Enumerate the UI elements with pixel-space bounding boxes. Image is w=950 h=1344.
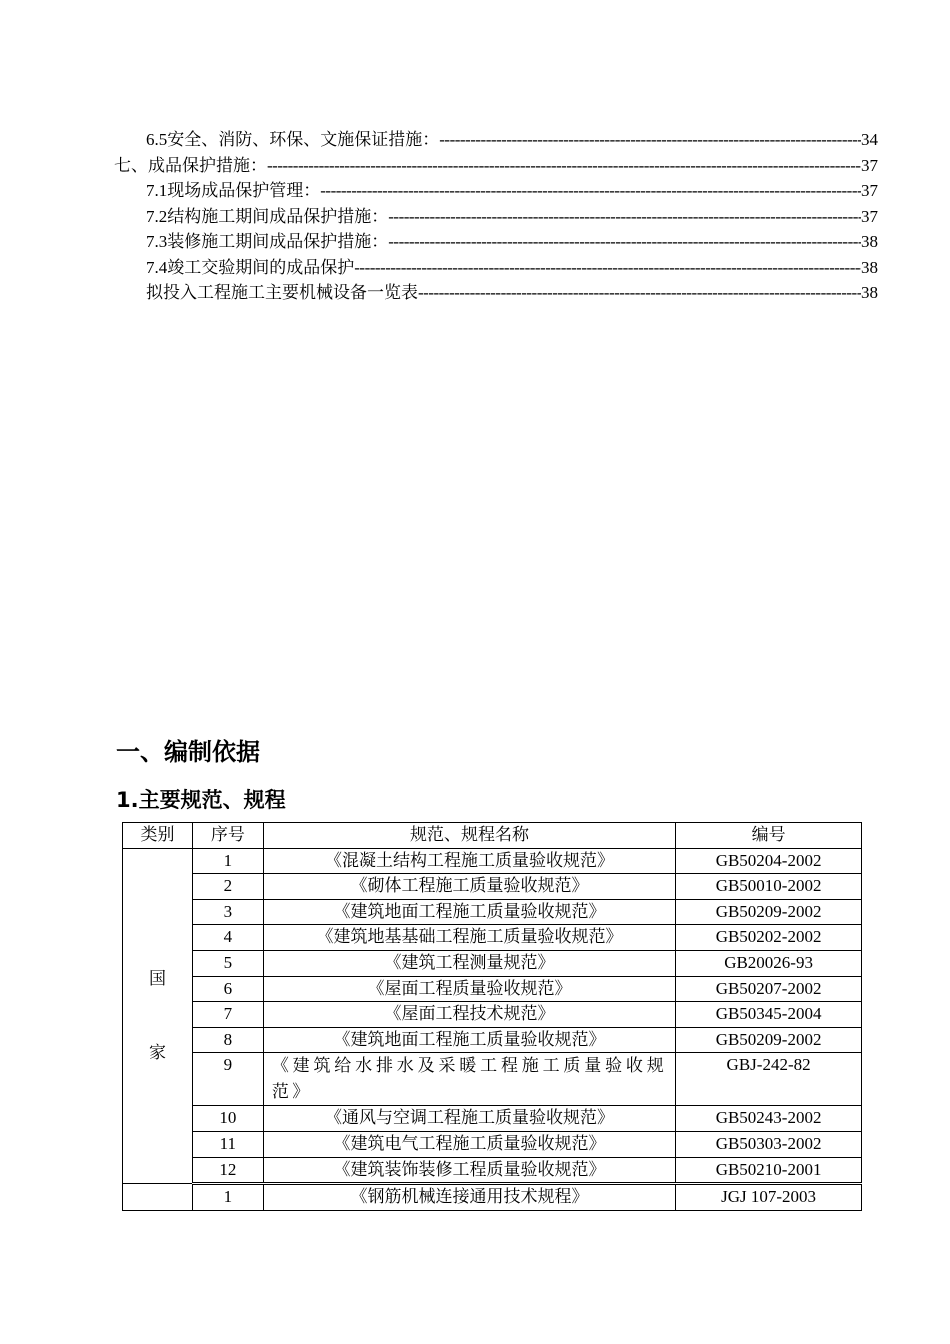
- table-row: [123, 874, 862, 900]
- row-code: GB50207-2002: [676, 976, 862, 1002]
- row-number: 4: [192, 925, 263, 951]
- toc-leader-dots: [439, 130, 861, 150]
- toc-entry[interactable]: [114, 202, 878, 228]
- row-name: 《建筑给水排水及采暖工程施工质量验收规范》: [263, 1053, 675, 1106]
- column-header-code: 编号: [676, 823, 862, 849]
- table-row: [123, 925, 862, 951]
- row-name: 《混凝土结构工程施工质量验收规范》: [263, 848, 675, 874]
- column-header-category: 类别: [123, 823, 193, 849]
- table-row: [123, 1053, 862, 1106]
- toc-entry[interactable]: [114, 151, 878, 177]
- table-row: [123, 848, 862, 874]
- row-number: 1: [192, 848, 263, 874]
- table-row: [123, 1131, 862, 1157]
- row-name: 《建筑地面工程施工质量验收规范》: [263, 1027, 675, 1053]
- table-row: [123, 1106, 862, 1132]
- toc-entry-page: 37: [861, 155, 878, 175]
- toc-entry-label: 7.3装修施工期间成品保护措施：: [146, 232, 389, 251]
- table-row: [123, 899, 862, 925]
- row-number: 6: [192, 976, 263, 1002]
- category-cell: [123, 848, 193, 1184]
- row-name: 《建筑地基基础工程施工质量验收规范》: [263, 925, 675, 951]
- row-code: GB50345-2004: [676, 1002, 862, 1028]
- table-of-contents: [114, 125, 878, 304]
- row-code: GB50243-2002: [676, 1106, 862, 1132]
- table-row: [123, 976, 862, 1002]
- column-header-number: 序号: [192, 823, 263, 849]
- row-name: 《建筑地面工程施工质量验收规范》: [263, 899, 675, 925]
- table-row: [123, 1184, 862, 1211]
- toc-entry[interactable]: [114, 278, 878, 304]
- row-name: 《建筑工程测量规范》: [263, 950, 675, 976]
- row-name: 《建筑装饰装修工程质量验收规范》: [263, 1157, 675, 1184]
- toc-entry[interactable]: [114, 125, 878, 151]
- row-name: 《钢筋机械连接通用技术规程》: [263, 1184, 675, 1211]
- toc-leader-dots: [388, 207, 861, 227]
- row-code: JGJ 107-2003: [676, 1184, 862, 1211]
- toc-leader-dots: [354, 258, 861, 278]
- toc-entry-page: 34: [861, 130, 878, 149]
- row-code: GB50209-2002: [676, 899, 862, 925]
- row-name: 《屋面工程技术规范》: [263, 1002, 675, 1028]
- toc-entry-label: 6.5安全、消防、环保、文施保证措施：: [146, 130, 440, 149]
- table-row: [123, 1002, 862, 1028]
- row-code: GB50204-2002: [676, 848, 862, 874]
- row-code: GB20026-93: [676, 950, 862, 976]
- table-row: [123, 1027, 862, 1053]
- row-code: GB50202-2002: [676, 925, 862, 951]
- toc-entry[interactable]: [114, 227, 878, 253]
- toc-entry[interactable]: [114, 176, 878, 202]
- toc-leader-dots: [267, 156, 861, 176]
- toc-entry-label: 7.4竣工交验期间的成品保护: [146, 257, 355, 277]
- category-char: 家: [148, 1042, 166, 1062]
- subsection-heading: 1.主要规范、规程: [116, 788, 286, 812]
- row-number: 11: [192, 1131, 263, 1157]
- row-name: 《屋面工程质量验收规范》: [263, 976, 675, 1002]
- toc-leader-dots: [418, 283, 861, 303]
- standards-table: [122, 822, 862, 1211]
- category-char: 国: [148, 968, 166, 988]
- toc-leader-dots: [388, 232, 861, 252]
- row-number: 7: [192, 1002, 263, 1028]
- toc-entry-label: 7.2结构施工期间成品保护措施：: [146, 206, 389, 226]
- toc-entry-label: 7.1现场成品保护管理：: [146, 181, 321, 200]
- table-header-row: [123, 823, 862, 849]
- section-heading: 一、编制依据: [116, 738, 260, 766]
- category-cell: [123, 1184, 193, 1211]
- row-code: GBJ-242-82: [676, 1053, 862, 1106]
- row-name: 《建筑电气工程施工质量验收规范》: [263, 1131, 675, 1157]
- row-code: GB50210-2001: [676, 1157, 862, 1184]
- row-code: GB50303-2002: [676, 1131, 862, 1157]
- row-number: 3: [192, 899, 263, 925]
- row-number: 5: [192, 950, 263, 976]
- toc-entry[interactable]: [114, 253, 878, 279]
- toc-entry-page: 37: [861, 181, 878, 200]
- column-header-name: 规范、规程名称: [263, 823, 675, 849]
- toc-entry-page: 37: [861, 206, 878, 226]
- toc-leader-dots: [320, 181, 861, 201]
- row-code: GB50209-2002: [676, 1027, 862, 1053]
- row-number: 9: [192, 1053, 263, 1106]
- toc-entry-label: 七、成品保护措施：: [114, 155, 267, 175]
- row-number: 12: [192, 1157, 263, 1184]
- row-number: 1: [192, 1184, 263, 1211]
- toc-entry-label: 拟投入工程施工主要机械设备一览表: [146, 283, 418, 302]
- row-code: GB50010-2002: [676, 874, 862, 900]
- toc-entry-page: 38: [861, 232, 878, 251]
- toc-entry-page: 38: [861, 283, 878, 302]
- table-row: [123, 1157, 862, 1184]
- row-number: 8: [192, 1027, 263, 1053]
- row-number: 2: [192, 874, 263, 900]
- row-name: 《通风与空调工程施工质量验收规范》: [263, 1106, 675, 1132]
- table-row: [123, 950, 862, 976]
- row-name: 《砌体工程施工质量验收规范》: [263, 874, 675, 900]
- toc-entry-page: 38: [861, 257, 878, 277]
- row-number: 10: [192, 1106, 263, 1132]
